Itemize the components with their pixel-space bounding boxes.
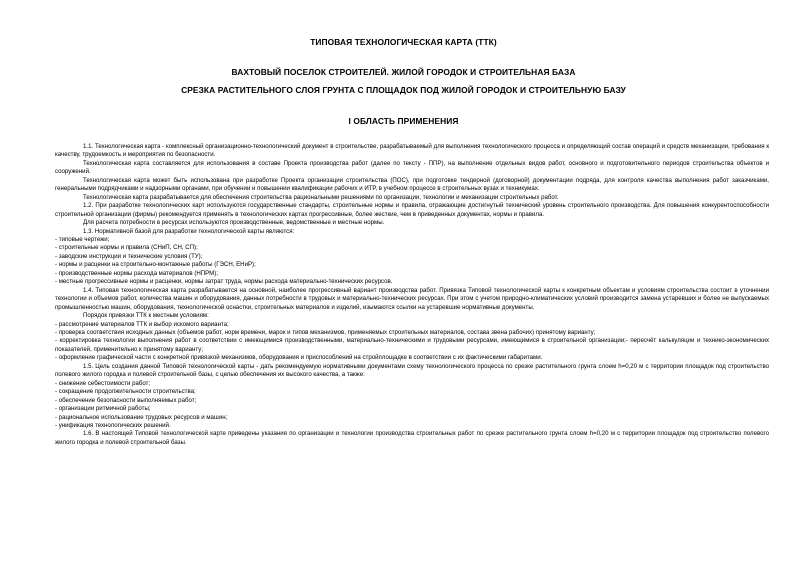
list-item: - унификация технологических решений. [55,421,171,429]
document-subtitle-2: СРЕЗКА РАСТИТЕЛЬНОГО СЛОЯ ГРУНТА С ПЛОЩАДОК ПОД ЖИЛОЙ ГОРОДОК И СТРОИТЕЛЬНУЮ БАЗУ [181,85,626,95]
paragraph: Технологическая карта может быть использована при разработке Проекта организации строительства (ПОС), при подготовке тендерной (договорной) документации подряда, для контроля качества выполнения работ заказчиками, генеральными подрядчиками и надзорными органами, при обучении и повышении квалификации рабочих и ИТР, в учебном процессе в строительных вузах и техникумах. [55,176,769,193]
paragraph: 1.2. При разработке технологических карт используются государственные стандарты, строительные нормы и правила, отражающие достигнутый технический уровень строительного производства. Для повышения конкурентоспособности строительной организации (фирмы) рекомендуется применять в технологических картах прогрессивные, более жесткие, чем в приведенных документах, нормы и правила. [55,202,769,218]
list-item: - оформление графической части с конкретной привязкой механизмов, оборудования и приспособлений на стройплощадке в соответствии с их фактическими габаритами. [55,354,543,362]
list-item: - корректировка технологии выполнения работ в соответствии с имеющимися производственными, материально-техническими и трудовыми ресурсами, имеющимися в строительной организации;- пересчёт калькуляции и технико-экономических показателей, применительно к принятому варианту; [55,337,769,353]
list-item: - производственные нормы расхода материалов (НПРМ); [55,269,218,277]
list-item: - типовые чертежи; [55,235,110,243]
paragraph: 1.5. Цель создания данной Типовой технологической карты - дать рекомендуемую нормативными документами схему технологического процесса по срезке растительного грунта слоем h=0,20 м с территории площадок под строительство полевого жилого городка и полевой строительной базы, с целью обеспечения их высокого качества, а также: [55,362,769,379]
list-item: - заводские инструкции и технические условия (ТУ); [55,252,203,260]
paragraph: 1.6. В настоящей Типовой технологической карте приведены указания по организации и технологии производства строительных работ по срезке растительного грунта слоем h=0,20 м с территории площадок под строительство полевого жилого городка и полевой строительной базы. [55,430,769,446]
paragraph: 1.4. Типовая технологическая карта разрабатывается на основной, наиболее прогрессивный вариант производства работ. Привязка Типовой технологической карты к конкретным объектам и условиям строительства состоит в уточнении технологии и объемов работ, количества машин и оборудования, данных потребности в трудовых и материально-технических ресурсах. При этом с учетом природно-климатических условий производится замена устаревших и более не выпускаемых промышленностью машин, оборудования, технологической оснастки, строительных материалов и изделий, изымаются ссылки на устаревшие нормативные документы. [55,286,769,311]
list-item: - местные прогрессивные нормы и расценки, нормы затрат труда, нормы расхода материально-технических ресурсов. [55,278,393,286]
list-item: - строительные нормы и правила (СНиП, СН, СП); [55,244,198,252]
paragraph: Порядок привязки ТТК к местным условиям: [83,312,209,320]
list-item: - нормы и расценки на строительно-монтажные работы (ГЭСН, ЕНиР); [55,261,256,269]
paragraph: Технологическая карта разрабатывается для обеспечения строительства рациональными решениями по организации, технологии и механизации строительных работ. [83,193,559,201]
list-item: - организации ритмичной работы; [55,405,151,413]
list-item: - сокращение продолжительности строительства; [55,388,196,396]
paragraph: 1.3. Нормативной базой для разработки технологической карты являются: [83,227,295,235]
paragraph: Технологическая карта составляется для использования в составе Проекта производства работ (далее по тексту - ППР), на выполнение отдельных видов работ, основного и подготовительного периодов строительства объектов и сооружений. [55,159,769,176]
list-item: - рациональное использование трудовых ресурсов и машин; [55,413,228,421]
paragraph: Для расчета потребности в ресурсах используются производственные, ведомственные и местные нормы. [83,219,385,227]
list-item: - проверка соответствия исходных данных (объемов работ, норм времени, марок и типов механизмов, применяемых строительных материалов, состава звена рабочих) принятому варианту; [55,328,596,336]
list-item: - снижение себестоимости работ; [55,379,151,387]
paragraph: 1.1. Технологическая карта - комплексный организационно-технологический документ в строительстве, разрабатываемый для выполнения технологического процесса и определяющий состав операций и средств механизации, требования к качеству, трудоемкость и мероприятия по безопасности. [55,143,769,159]
list-item: - рассмотрение материалов ТТК и выбор искомого варианта; [55,320,229,328]
section-heading: I ОБЛАСТЬ ПРИМЕНЕНИЯ [348,116,459,126]
document-title: ТИПОВАЯ ТЕХНОЛОГИЧЕСКАЯ КАРТА (ТТК) [310,37,497,47]
document-body [55,143,769,447]
document-subtitle-1: ВАХТОВЫЙ ПОСЕЛОК СТРОИТЕЛЕЙ. ЖИЛОЙ ГОРОДОК И СТРОИТЕЛЬНАЯ БАЗА [231,67,576,77]
list-item: - обеспечение безопасности выполняемых работ; [55,396,197,404]
